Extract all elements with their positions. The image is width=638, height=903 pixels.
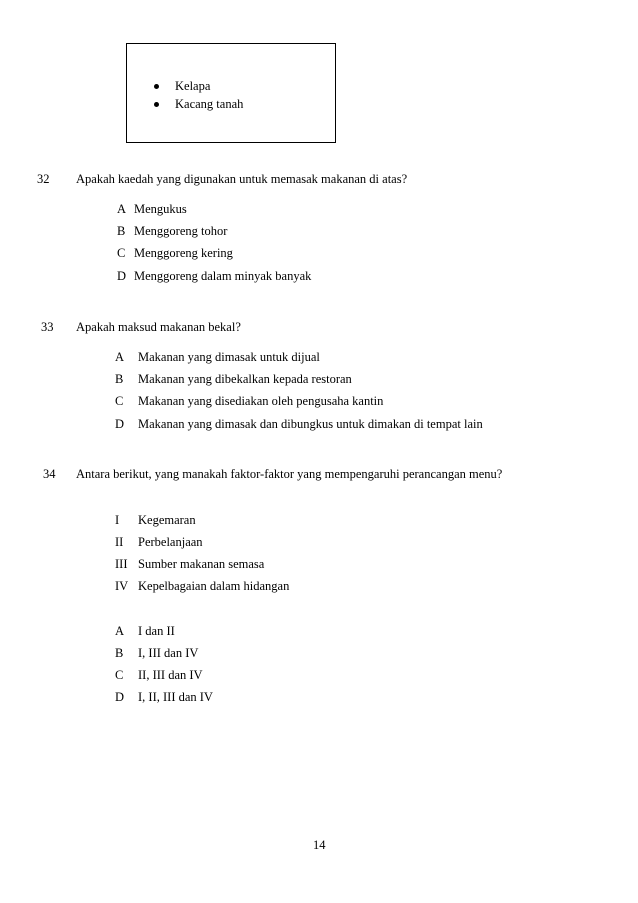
statement-text: Kepelbagaian dalam hidangan: [138, 579, 290, 593]
bullet-icon: [154, 102, 159, 107]
option-text: Mengukus: [134, 202, 187, 216]
statement-numeral: III: [115, 557, 128, 571]
option-text: I, II, III dan IV: [138, 690, 213, 704]
box-list-item: [154, 79, 210, 94]
question-text: Antara berikut, yang manakah faktor-faktor yang mempengaruhi perancangan menu?: [76, 467, 503, 481]
option-letter: A: [117, 202, 127, 216]
food-list-box: [126, 43, 336, 143]
option-letter: B: [115, 646, 124, 660]
option-text: Menggoreng kering: [134, 246, 233, 260]
question-number: 34: [43, 467, 56, 481]
statement-numeral: I: [115, 513, 120, 527]
option-letter: A: [115, 624, 125, 638]
option-letter: D: [115, 690, 125, 704]
option-letter: C: [115, 668, 124, 682]
option-letter: C: [115, 394, 124, 408]
box-item-label: Kelapa: [175, 79, 211, 93]
box-list-item: [154, 97, 243, 112]
statement-numeral: IV: [115, 579, 129, 593]
page-number: 14: [313, 838, 326, 852]
box-item-label: Kacang tanah: [175, 97, 244, 111]
option-text: Menggoreng tohor: [134, 224, 228, 238]
question-number: 32: [37, 172, 50, 186]
option-text: Makanan yang dimasak dan dibungkus untuk dimakan di tempat lain: [138, 417, 483, 431]
option-letter: B: [117, 224, 126, 238]
option-text: II, III dan IV: [138, 668, 203, 682]
statement-text: Sumber makanan semasa: [138, 557, 265, 571]
option-text: I dan II: [138, 624, 175, 638]
option-text: Makanan yang dimasak untuk dijual: [138, 350, 320, 364]
option-text: Menggoreng dalam minyak banyak: [134, 269, 312, 283]
option-text: Makanan yang dibekalkan kepada restoran: [138, 372, 352, 386]
statement-numeral: II: [115, 535, 124, 549]
question-text: Apakah maksud makanan bekal?: [76, 320, 241, 334]
question-text: Apakah kaedah yang digunakan untuk memasak makanan di atas?: [76, 172, 408, 186]
option-letter: B: [115, 372, 124, 386]
option-text: Makanan yang disediakan oleh pengusaha kantin: [138, 394, 384, 408]
option-text: I, III dan IV: [138, 646, 199, 660]
question-number: 33: [41, 320, 54, 334]
bullet-icon: [154, 84, 159, 89]
statement-text: Perbelanjaan: [138, 535, 203, 549]
option-letter: A: [115, 350, 125, 364]
statement-text: Kegemaran: [138, 513, 196, 527]
option-letter: D: [115, 417, 125, 431]
option-letter: D: [117, 269, 127, 283]
option-letter: C: [117, 246, 126, 260]
